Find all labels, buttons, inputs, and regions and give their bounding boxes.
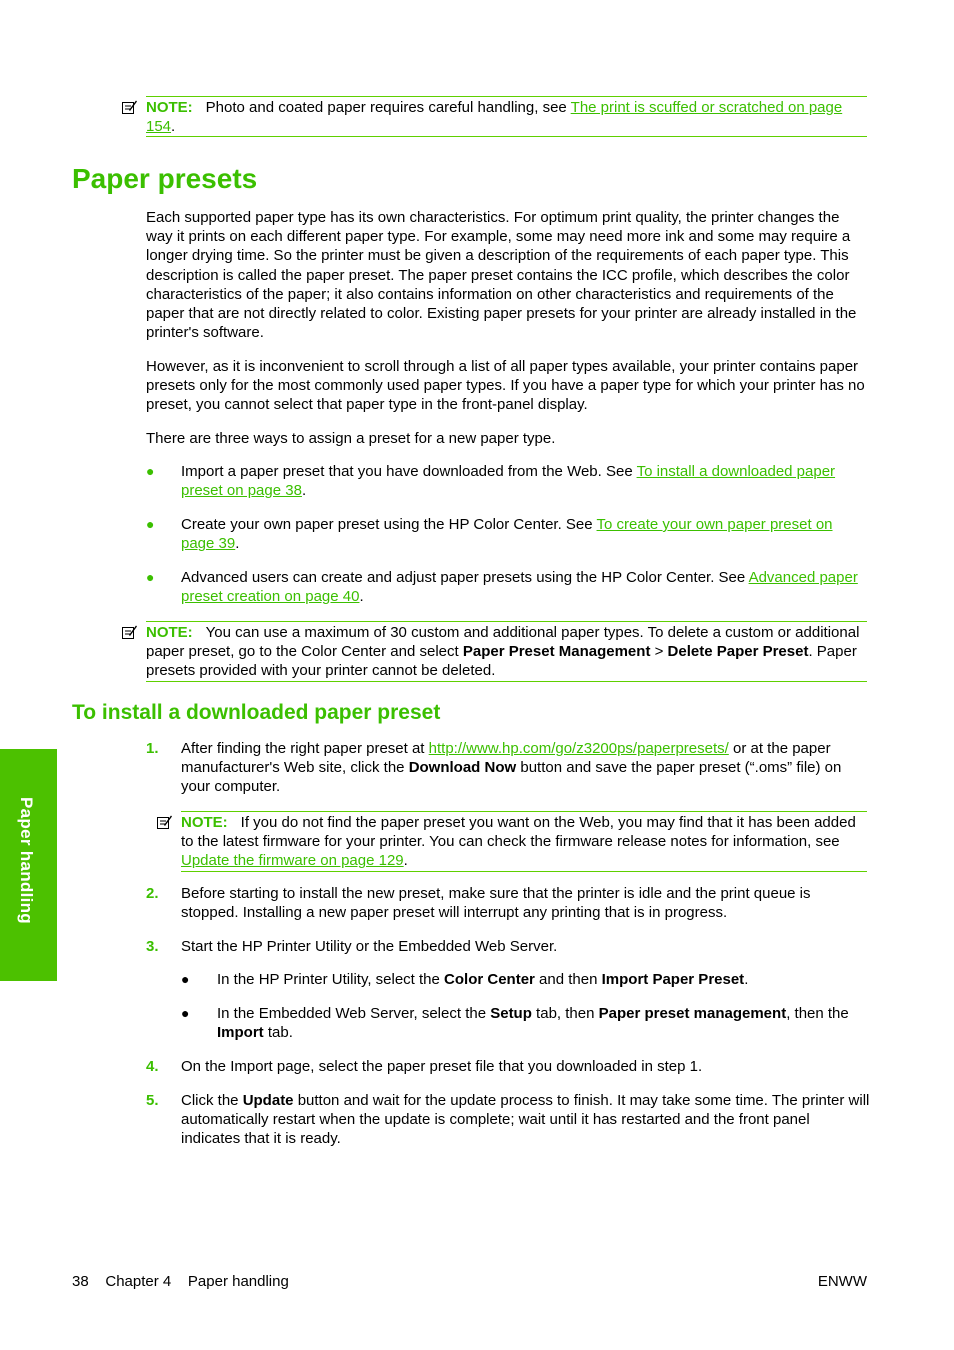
link-paperpresets-url[interactable]: http://www.hp.com/go/z3200ps/paperpresets/ [428,740,729,757]
step-text: On the Import page, select the paper preset file that you downloaded in step 1. [181,1058,703,1075]
list-item [181,970,870,989]
bullet-text: Create your own paper preset using the HP Color Center. See [181,516,597,533]
chapter-side-tab [0,749,57,981]
note-text: You can use a maximum of 30 custom and additional paper types. To delete a custom or additional paper preset, go to the Color Center and select [146,624,860,661]
intro-paragraph-2: However, as it is inconvenient to scroll through a list of all paper types available, your printer contains paper presets only for the most commonly used paper types. If you have a paper type for which your printer has no preset, you cannot select that paper type in the front-panel display. [146,358,865,414]
note-bold: Paper Preset Management [462,643,651,661]
note-text: Photo and coated paper requires careful handling, see [205,99,571,116]
note-box [146,96,867,137]
step-text: button and wait for the update process to finish. It may take some time. The printer will automatically restart when the update is complete; wait until it has restarted and the front panel indicates that it is ready. [181,1092,870,1148]
step-4 [146,1057,870,1076]
step-3 [146,937,870,956]
note-icon [121,99,137,115]
bullet-text: In the HP Printer Utility, select the [217,971,445,988]
step-2 [146,884,870,922]
bullet-text: , then the [786,1005,849,1022]
page-title: Paper presets [72,163,258,194]
step-number: 1. [146,740,159,757]
step-number: 3. [146,938,159,955]
bullet-icon: ● [146,463,155,479]
bullet-text: tab, then [531,1005,599,1022]
bullet-text: Import a paper preset that you have downloaded from the Web. See [181,463,637,480]
step-bold: Download Now [408,759,517,777]
list-item [181,1004,870,1042]
bullet-text: tab. [263,1024,293,1042]
note-tail: . [171,118,176,136]
note-tail: . [403,852,408,870]
bullet-icon: ● [146,516,155,532]
step-bold: Update [242,1092,294,1109]
step-text: button and save the paper preset (“.oms” file) on your computer. [181,759,842,796]
step-text: After finding the right paper preset at [181,740,429,757]
section-heading: To install a downloaded paper preset [72,701,441,724]
note-box [146,621,867,682]
bullet-bold: Setup [490,1005,532,1022]
note-text: If you do not find the paper preset you want on the Web, you may find that it has been added to the latest firmware for your printer. You can check the firmware release notes for information, see [181,814,856,851]
footer-chapter: Chapter 4 [105,1273,172,1290]
step-text: Before starting to install the new preset, make sure that the printer is idle and the print queue is stopped. Installing a new paper preset will interrupt any printing that is in progress. [181,885,811,922]
bullet-tail: . [235,535,240,553]
list-item [146,462,870,500]
link-install-preset[interactable]: To install a downloaded paper preset on page 38 [181,463,836,500]
footer-right: ENWW [817,1273,867,1290]
note-icon [121,624,137,640]
step-number: 5. [146,1092,159,1109]
bullet-bold: Import Paper Preset [601,971,745,988]
bullet-bold: Import [217,1024,264,1042]
list-item [146,568,870,606]
intro-paragraph-3: There are three ways to assign a preset for a new paper type. [146,430,556,447]
bullet-tail: . [301,482,307,500]
bullet-icon: ● [146,569,155,585]
bullet-text: In the Embedded Web Server, select the [217,1005,491,1022]
step-text: Click the [181,1092,243,1109]
footer-section: Paper handling [187,1273,289,1290]
step-text: or at the paper manufacturer's Web site, click the [181,740,831,777]
bullet-bold: Color Center [444,971,535,988]
bullet-text: . [744,971,749,988]
step-5 [146,1091,870,1149]
note-box [181,811,867,872]
link-print-scuffed[interactable]: The print is scuffed or scratched on page 154 [146,99,843,136]
note-icon [156,814,172,830]
step-1 [146,739,870,797]
intro-paragraph-1: Each supported paper type has its own characteristics. For optimum print quality, the printer changes the way it prints on each different paper type. For example, some may need more ink and some may require a longer drying time. So the printer must be given a description of the requirements of each paper type. This description is called the paper preset. The paper preset contains the ICC profile, which describes the color characteristics of the paper; it also contains information on other characteristics and requirements of the paper that are not directly related to color. Existing paper presets for your printer are already installed in the printer's software. [146,209,857,342]
list-item [146,515,870,553]
step-text: Start the HP Printer Utility or the Embedded Web Server. [181,938,558,955]
footer-left [72,1272,289,1291]
page-number: 38 [72,1273,89,1290]
note-label: NOTE: [146,624,193,641]
bullet-icon: ● [181,1005,190,1021]
link-update-firmware[interactable]: Update the firmware on page 129 [181,852,404,870]
note-bold: Delete Paper Preset [667,643,809,661]
bullet-icon: ● [181,971,190,987]
step-number: 4. [146,1058,159,1075]
bullet-text: and then [534,971,602,988]
note-tail: . Paper presets provided with your printer cannot be deleted. [146,643,857,680]
bullet-tail: . [359,588,364,606]
note-label: NOTE: [146,99,193,116]
link-advanced-preset[interactable]: Advanced paper preset creation on page 40 [181,569,858,606]
bullet-bold: Paper preset management [598,1005,787,1022]
step-number: 2. [146,885,159,902]
note-separator: > [650,643,668,661]
link-create-preset[interactable]: To create your own paper preset on page 39 [181,516,833,553]
bullet-text: Advanced users can create and adjust paper presets using the HP Color Center. See [181,569,749,586]
side-tab-label: Paper handling [17,797,37,924]
note-label: NOTE: [181,814,228,831]
